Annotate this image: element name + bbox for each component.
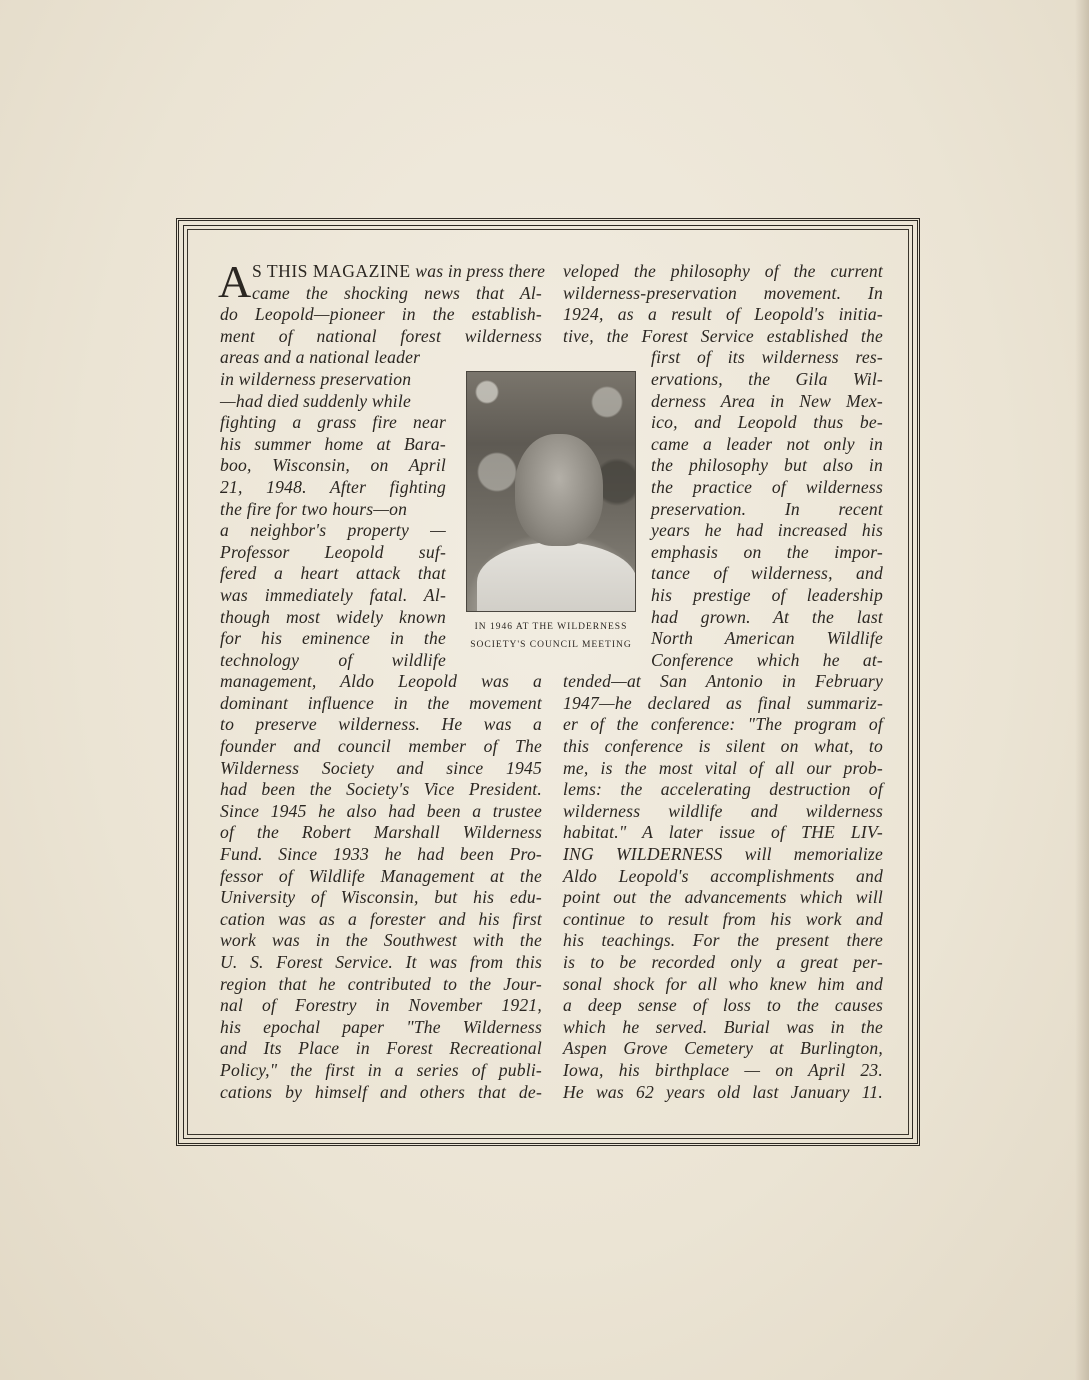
left-column-line: his summer home at Bara-	[220, 433, 446, 454]
left-column-line: in wilderness preservation	[220, 368, 412, 389]
left-column-line: fessor of Wildlife Management at the	[220, 865, 542, 886]
right-column-line: ico, and Leopold thus be-	[651, 412, 883, 433]
right-column-line: Conference which he at-	[651, 649, 883, 670]
right-column-line: 1947—he declared as final summariz-	[563, 692, 883, 713]
right-column-line: derness Area in New Mex-	[651, 390, 883, 411]
portrait-photo	[466, 371, 636, 612]
right-column-line: a deep sense of loss to the causes	[563, 995, 883, 1016]
left-column-line: his epochal paper "The Wilderness	[220, 1016, 542, 1037]
right-column-line: first of its wilderness res-	[651, 347, 883, 368]
right-column-line: continue to result from his work and	[563, 908, 883, 929]
left-column-line: fighting a grass fire near	[220, 412, 446, 433]
right-column-line: his prestige of leadership	[651, 584, 883, 605]
left-column-line: founder and council member of The	[220, 736, 542, 757]
right-column-line: veloped the philosophy of the current	[563, 261, 883, 281]
right-column-line: wilderness wildlife and wilderness	[563, 800, 883, 821]
left-column-line: to preserve wilderness. He was a	[220, 714, 542, 735]
photo-head	[515, 434, 603, 546]
right-column-line: He was 62 years old last January 11.	[563, 1081, 883, 1102]
right-column-line: ING WILDERNESS will memorialize	[563, 844, 883, 865]
right-column-line: North American Wildlife	[651, 628, 883, 649]
right-column-line: tance of wilderness, and	[651, 563, 883, 584]
left-column-line: boo, Wisconsin, on April	[220, 455, 446, 476]
left-column-line: 21, 1948. After fighting	[220, 476, 446, 497]
right-column-line: tended—at San Antonio in February	[563, 671, 883, 692]
right-column-line: point out the advancements which will	[563, 887, 883, 908]
right-column-line: his teachings. For the present there	[563, 930, 883, 951]
photo-shirt	[477, 542, 636, 612]
right-column-line: years he had increased his	[651, 520, 883, 541]
left-column-line: University of Wisconsin, but his edu-	[220, 887, 542, 908]
right-column-line: had grown. At the last	[651, 606, 883, 627]
left-column-line: Fund. Since 1933 he had been Pro-	[220, 844, 542, 865]
right-column-line: the practice of wilderness	[651, 476, 883, 497]
left-column-line: nal of Forestry in November 1921,	[220, 995, 542, 1016]
left-column-line: cation was as a forester and his first	[220, 908, 542, 929]
left-column-line: Policy," the first in a series of publi-	[220, 1059, 542, 1080]
right-column-line: emphasis on the impor-	[651, 541, 883, 562]
left-column-line: and Its Place in Forest Recreational	[220, 1038, 542, 1059]
photo-caption-line-1: IN 1946 AT THE WILDERNESS	[474, 622, 628, 632]
left-column-line: S THIS MAGAZINE was in press there	[252, 261, 546, 281]
left-column-line: dominant influence in the movement	[220, 692, 542, 713]
left-column-line: was immediately fatal. Al-	[220, 584, 446, 605]
left-column-line: had been the Society's Vice President.	[220, 779, 542, 800]
left-column-line: a neighbor's property —	[220, 520, 446, 541]
left-column-line: came the shocking news that Al-	[252, 282, 542, 303]
right-column-line: this conference is silent on what, to	[563, 736, 883, 757]
right-column-line: Aspen Grove Cemetery at Burlington,	[563, 1038, 883, 1059]
left-column-line: the fire for two hours—on	[220, 498, 408, 519]
right-column-line: came a leader not only in	[651, 433, 883, 454]
right-column-line: me, is the most vital of all our prob-	[563, 757, 883, 778]
left-column-line: Since 1945 he also had been a trustee	[220, 800, 542, 821]
left-column-line: fered a heart attack that	[220, 563, 446, 584]
right-column-line: Aldo Leopold's accomplishments and	[563, 865, 883, 886]
left-column-line: of the Robert Marshall Wilderness	[220, 822, 542, 843]
right-column-line: is to be recorded only a great per-	[563, 952, 883, 972]
right-column-line: 1924, as a result of Leopold's initia-	[563, 304, 883, 325]
right-column-line: tive, the Forest Service established the	[563, 325, 883, 346]
drop-cap: A	[218, 256, 252, 307]
page-edge-shadow	[1075, 0, 1089, 1380]
left-column-line: though most widely known	[220, 606, 446, 627]
left-column-line: management, Aldo Leopold was a	[220, 671, 542, 692]
left-column-line: Professor Leopold suf-	[220, 541, 446, 562]
right-column-line: the philosophy but also in	[651, 455, 883, 476]
left-column-line: technology of wildlife	[220, 649, 446, 670]
right-column-line: wilderness-preservation movement. In	[563, 282, 883, 303]
left-column-line: areas and a national leader	[220, 347, 421, 368]
left-column-line: for his eminence in the	[220, 628, 446, 649]
left-column-line: ment of national forest wilderness	[220, 325, 542, 346]
left-column-line: Wilderness Society and since 1945	[220, 757, 542, 778]
right-column-line: which he served. Burial was in the	[563, 1016, 883, 1037]
left-column-line: work was in the Southwest with the	[220, 930, 542, 951]
right-column-line: er of the conference: "The program of	[563, 714, 883, 735]
right-column-line: sonal shock for all who knew him and	[563, 973, 883, 994]
right-column-line: preservation. In recent	[651, 498, 883, 519]
left-column-line: cations by himself and others that de-	[220, 1081, 542, 1102]
left-column-line: —had died suddenly while	[220, 390, 411, 411]
left-column-line: region that he contributed to the Jour-	[220, 973, 542, 994]
right-column-line: ervations, the Gila Wil-	[651, 368, 883, 389]
photo-caption-line-2: SOCIETY'S COUNCIL MEETING	[470, 640, 632, 650]
right-column-line: Iowa, his birthplace — on April 23.	[563, 1059, 883, 1080]
right-column-line: lems: the accelerating destruction of	[563, 779, 883, 800]
left-column-line: U. S. Forest Service. It was from this	[220, 952, 542, 972]
right-column-line: habitat." A later issue of THE LIV-	[563, 822, 883, 843]
left-column-line: do Leopold—pioneer in the establish-	[220, 304, 542, 325]
